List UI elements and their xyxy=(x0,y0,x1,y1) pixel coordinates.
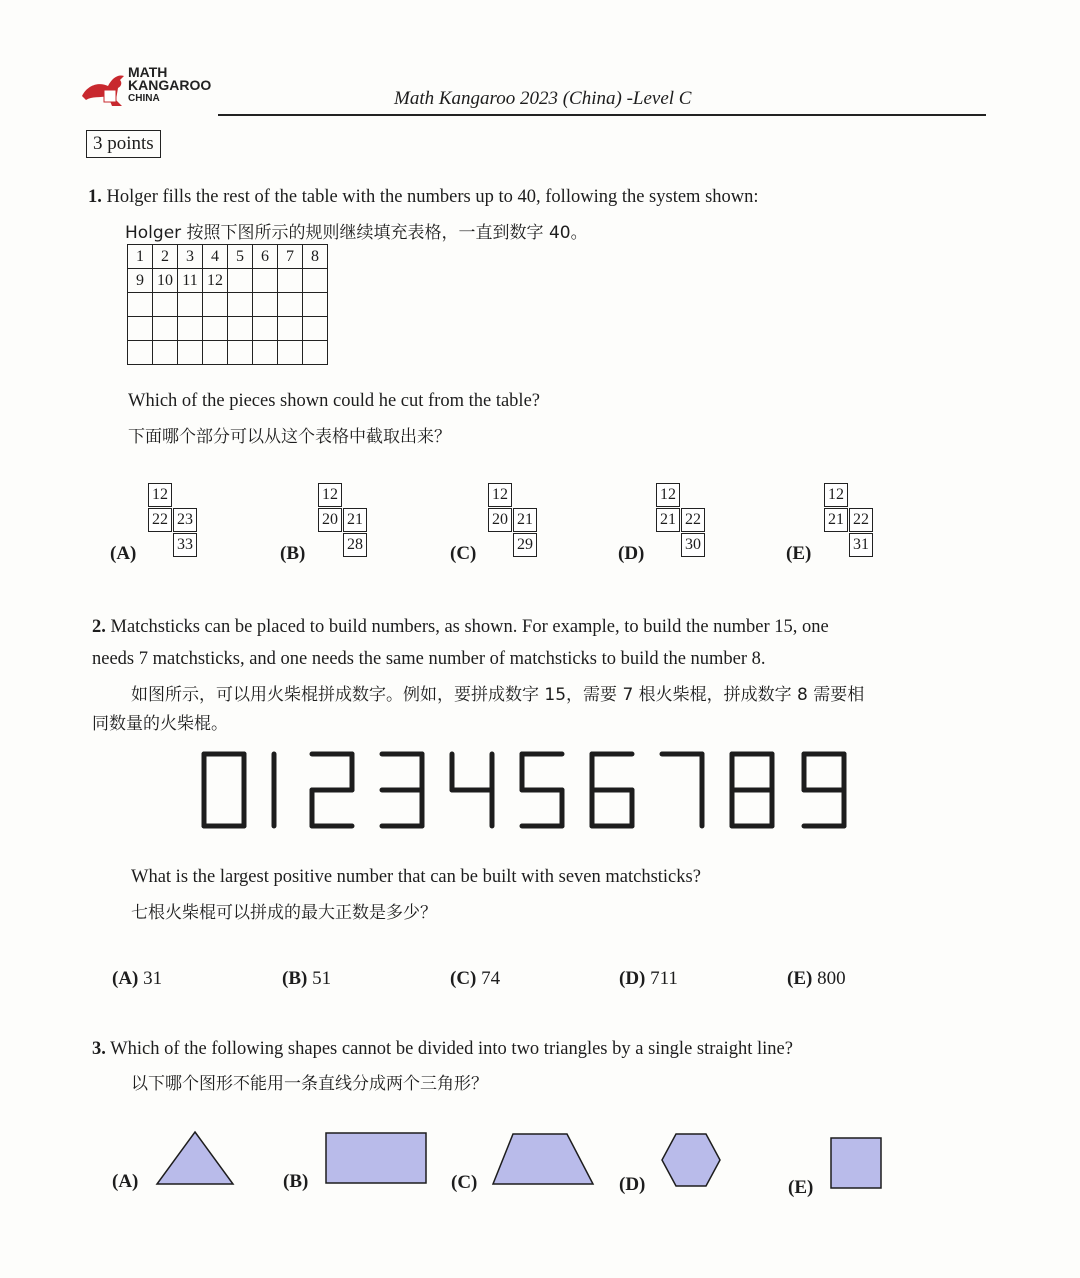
table-row xyxy=(128,317,328,341)
q1-option-a-piece[interactable] xyxy=(148,483,228,563)
q3-option-e-label[interactable]: (E) xyxy=(788,1177,814,1198)
table-cell: 10 xyxy=(153,269,178,293)
matchstick-digit-7 xyxy=(662,754,702,826)
points-section-label: 3 points xyxy=(86,130,161,158)
table-cell xyxy=(253,341,278,365)
q3-option-d-label[interactable]: (D) xyxy=(619,1174,646,1195)
q3-text-cn: 以下哪个图形不能用一条直线分成两个三角形？ xyxy=(131,1074,488,1094)
table-cell: 11 xyxy=(178,269,203,293)
matchstick-digits-figure xyxy=(190,742,870,842)
q1-text-en xyxy=(88,187,759,208)
q1-question-en: Which of the pieces shown could he cut from the table? xyxy=(128,391,540,411)
table-row xyxy=(128,245,328,269)
matchstick-digit-2 xyxy=(312,754,352,826)
q2-question-en: What is the largest positive number that can be built with seven matchsticks? xyxy=(131,867,701,887)
q1-option-d-piece[interactable] xyxy=(656,483,736,563)
table-cell xyxy=(128,293,153,317)
q2-option-value: 800 xyxy=(817,968,846,989)
q3-option-c-label[interactable]: (C) xyxy=(451,1172,478,1193)
q2-number: 2. xyxy=(92,617,106,637)
q2-option-label: (D) xyxy=(619,968,646,989)
table-cell xyxy=(253,293,278,317)
piece-cell: 12 xyxy=(488,483,512,507)
logo-line-1: MATH xyxy=(128,64,168,80)
table-cell xyxy=(303,317,328,341)
q2-statement-1: Matchsticks can be placed to build numbers, as shown. For example, to build the number 15, one xyxy=(110,617,829,637)
table-cell xyxy=(253,269,278,293)
kangaroo-icon xyxy=(78,66,128,110)
table-cell xyxy=(228,317,253,341)
matchstick-digit-4 xyxy=(452,754,492,826)
piece-cell: 21 xyxy=(513,508,537,532)
table-cell: 6 xyxy=(253,245,278,269)
piece-cell: 12 xyxy=(148,483,172,507)
q1-number-table xyxy=(127,244,328,365)
piece-cell: 12 xyxy=(318,483,342,507)
piece-cell: 20 xyxy=(488,508,512,532)
table-row xyxy=(128,269,328,293)
rectangle-polygon xyxy=(326,1133,426,1183)
q2-option-label: (B) xyxy=(282,968,308,989)
q2-option-e[interactable] xyxy=(787,968,846,990)
q3-statement: Which of the following shapes cannot be divided into two triangles by a single straight line? xyxy=(110,1039,793,1059)
table-cell xyxy=(278,269,303,293)
piece-cell: 33 xyxy=(173,533,197,557)
q1-option-c-piece[interactable] xyxy=(488,483,568,563)
piece-cell: 21 xyxy=(656,508,680,532)
q2-option-label: (E) xyxy=(787,968,813,989)
piece-cell: 12 xyxy=(824,483,848,507)
q2-option-label: (A) xyxy=(112,968,139,989)
q2-option-label: (C) xyxy=(450,968,477,989)
q3-option-a-label[interactable]: (A) xyxy=(112,1171,139,1192)
math-kangaroo-logo xyxy=(78,66,228,110)
q3-option-d-hexagon-shape[interactable] xyxy=(660,1132,722,1188)
table-cell xyxy=(178,317,203,341)
piece-cell: 30 xyxy=(681,533,705,557)
q3-text-en xyxy=(92,1039,793,1060)
triangle-polygon xyxy=(157,1132,233,1184)
table-cell: 1 xyxy=(128,245,153,269)
table-cell: 5 xyxy=(228,245,253,269)
table-cell: 12 xyxy=(203,269,228,293)
matchstick-digit-5 xyxy=(522,754,562,826)
q3-number: 3. xyxy=(92,1039,106,1059)
q2-text-en-line2: needs 7 matchsticks, and one needs the same number of matchsticks to build the number 8. xyxy=(92,649,766,669)
piece-cell: 12 xyxy=(656,483,680,507)
piece-cell: 23 xyxy=(173,508,197,532)
q1-option-b-piece[interactable] xyxy=(318,483,398,563)
table-cell: 4 xyxy=(203,245,228,269)
matchstick-digit-0 xyxy=(204,754,244,826)
q2-option-value: 74 xyxy=(481,968,501,989)
table-cell xyxy=(278,317,303,341)
header-divider xyxy=(218,114,986,116)
q2-option-c[interactable] xyxy=(450,968,500,990)
table-cell xyxy=(153,341,178,365)
table-cell xyxy=(203,341,228,365)
table-row xyxy=(128,293,328,317)
q1-option-a-label[interactable]: (A) xyxy=(110,543,137,564)
q1-option-e-piece[interactable] xyxy=(824,483,904,563)
piece-cell: 31 xyxy=(849,533,873,557)
table-cell xyxy=(128,317,153,341)
piece-cell: 22 xyxy=(849,508,873,532)
matchstick-digit-9 xyxy=(804,754,844,826)
table-cell xyxy=(128,341,153,365)
table-cell: 2 xyxy=(153,245,178,269)
table-cell xyxy=(178,293,203,317)
trapezoid-polygon xyxy=(493,1134,593,1184)
square-polygon xyxy=(831,1138,881,1188)
matchstick-digit-8 xyxy=(732,754,772,826)
q2-option-value: 31 xyxy=(143,968,163,989)
logo-line-2: KANGAROO xyxy=(128,77,212,93)
q2-text-en-line1 xyxy=(92,617,829,638)
piece-cell: 21 xyxy=(343,508,367,532)
q1-option-c-label[interactable]: (C) xyxy=(450,543,477,564)
piece-cell: 29 xyxy=(513,533,537,557)
q1-question-cn: 下面哪个部分可以从这个表格中截取出来？ xyxy=(128,427,451,447)
q3-option-a-triangle-shape[interactable] xyxy=(155,1130,235,1186)
piece-cell: 20 xyxy=(318,508,342,532)
piece-cell: 21 xyxy=(824,508,848,532)
q2-option-b[interactable] xyxy=(282,968,331,990)
q2-option-d[interactable] xyxy=(619,968,678,990)
q2-option-value: 711 xyxy=(650,968,678,989)
table-cell xyxy=(203,293,228,317)
piece-cell: 22 xyxy=(681,508,705,532)
q1-option-d-label[interactable]: (D) xyxy=(618,543,645,564)
table-row xyxy=(128,341,328,365)
matchstick-digit-3 xyxy=(382,754,422,826)
table-cell xyxy=(303,269,328,293)
table-cell xyxy=(253,317,278,341)
table-cell xyxy=(153,293,178,317)
piece-cell: 22 xyxy=(148,508,172,532)
logo-text xyxy=(128,66,211,105)
q2-question-cn: 七根火柴棍可以拼成的最大正数是多少？ xyxy=(131,903,437,923)
table-cell: 8 xyxy=(303,245,328,269)
q3-option-e-square-shape[interactable] xyxy=(829,1136,883,1190)
table-cell xyxy=(278,341,303,365)
q2-option-value: 51 xyxy=(312,968,332,989)
table-cell xyxy=(178,341,203,365)
q3-option-b-label[interactable]: (B) xyxy=(283,1171,309,1192)
matchstick-digit-6 xyxy=(592,754,632,826)
q2-text-cn-line2: 同数量的火柴棍。 xyxy=(92,714,228,734)
table-cell: 9 xyxy=(128,269,153,293)
q1-statement: Holger fills the rest of the table with the numbers up to 40, following the system shown: xyxy=(106,187,759,207)
table-cell xyxy=(303,341,328,365)
table-cell: 3 xyxy=(178,245,203,269)
table-cell xyxy=(153,317,178,341)
table-cell xyxy=(228,341,253,365)
table-cell xyxy=(228,269,253,293)
table-cell xyxy=(303,293,328,317)
table-cell xyxy=(228,293,253,317)
q3-option-c-trapezoid-shape[interactable] xyxy=(491,1132,595,1186)
q1-number: 1. xyxy=(88,187,102,207)
q1-option-b-label[interactable]: (B) xyxy=(280,543,306,564)
q2-option-a[interactable] xyxy=(112,968,162,990)
table-cell: 7 xyxy=(278,245,303,269)
page-title: Math Kangaroo 2023 (China) -Level C xyxy=(394,88,692,109)
q2-text-cn-line1: 如图所示，可以用火柴棍拼成数字。例如，要拼成数字 15，需要 7 根火柴棍，拼成数字 8 需要相 xyxy=(131,685,865,705)
table-cell xyxy=(203,317,228,341)
q1-text-cn: Holger 按照下图所示的规则继续填充表格，一直到数字 40。 xyxy=(125,223,588,243)
q1-option-e-label[interactable]: (E) xyxy=(786,543,812,564)
q3-option-b-rectangle-shape[interactable] xyxy=(324,1131,428,1185)
table-cell xyxy=(278,293,303,317)
logo-line-3: CHINA xyxy=(128,93,160,104)
hexagon-polygon xyxy=(662,1134,720,1186)
piece-cell: 28 xyxy=(343,533,367,557)
